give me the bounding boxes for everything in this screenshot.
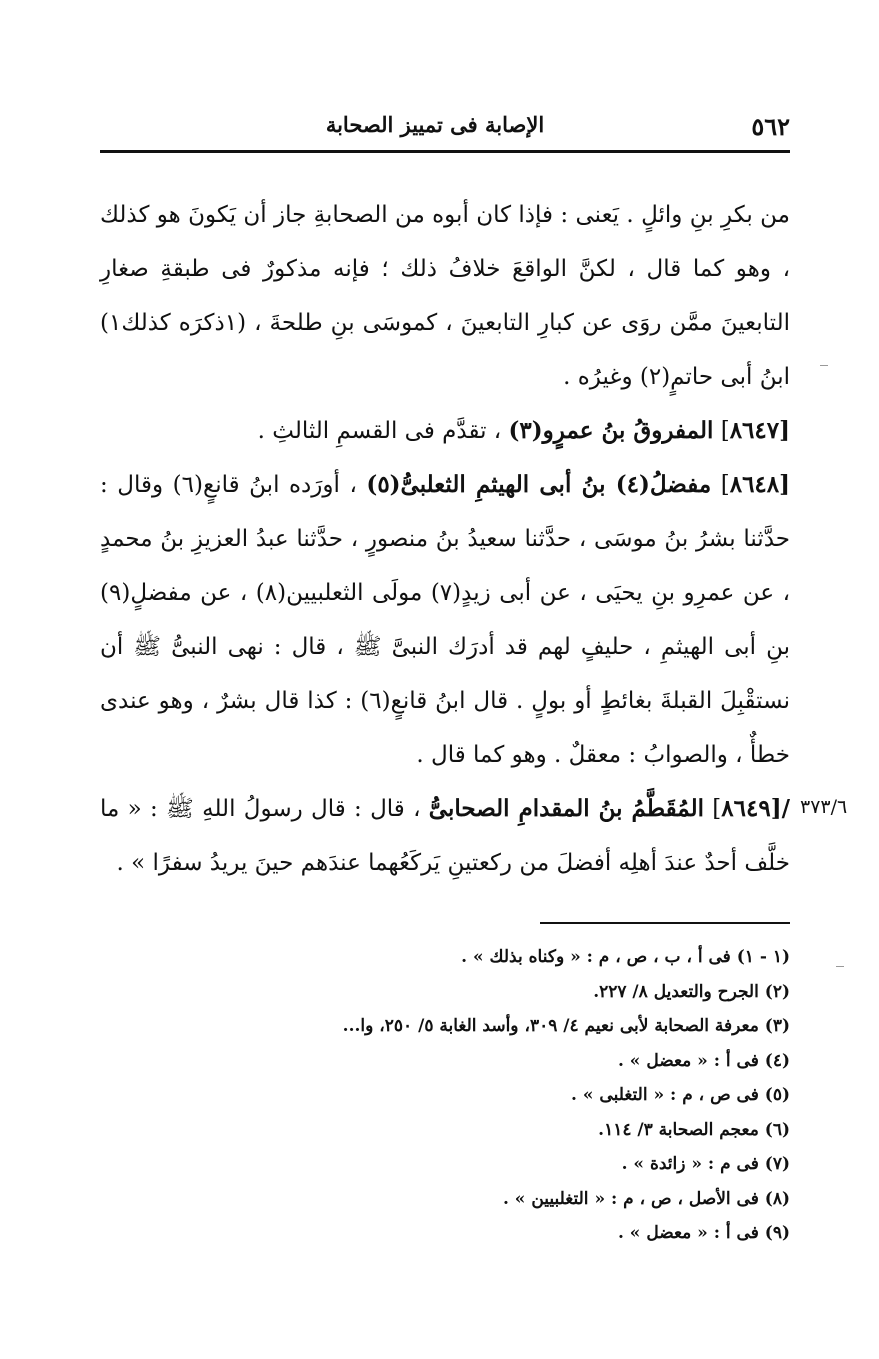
margin-reference: ٣٧٣/٦	[800, 796, 848, 818]
footnote-rule	[540, 922, 790, 924]
footnote-item: (٩) فى أ : « معضل » .	[617, 1223, 790, 1243]
page-number: ٥٦٢	[751, 112, 790, 141]
scan-margin-mark	[820, 365, 828, 366]
footnote-item: (٥) فى ص ، م : « التغلبى » .	[571, 1085, 790, 1105]
page-header	[100, 112, 790, 142]
body-text	[100, 188, 790, 890]
entry-text: ، قال : قال رسولُ اللهِ ﷺ : « ما خلَّف أحدٌ عندَ أهلِه أفضلَ من ركعتينِ يَركَعُهما عندَهم حينَ يريدُ سفرًا » .	[100, 796, 790, 876]
footnote-item: (٤) فى أ : « معضل » .	[617, 1050, 790, 1071]
entry-text: ، تقدَّم فى القسمِ الثالثِ .	[257, 418, 502, 444]
entry-number: /[٨٦٤٩	[721, 795, 790, 822]
footnote-item: (٨) فى الأصل ، ص ، م : « التغلبيين » .	[502, 1188, 790, 1209]
footnotes	[240, 940, 790, 1251]
footnote-item: (٢) الجرح والتعديل ٨/ ٢٢٧.	[593, 981, 790, 1002]
header-rule	[100, 150, 790, 153]
entry-number: [٨٦٤٨	[729, 471, 791, 498]
entry-number: [٨٦٤٧	[729, 417, 790, 444]
entry-text: ، أورَده ابنُ قانعٍ(٦) وقال : حدَّثنا بشرُ بنُ موسَى ، حدَّثنا سعيدُ بنُ منصورٍ ، حدَّثنا عبدُ العزيزِ بنُ محمدٍ ، عن عمرِو بنِ يحيَى ، عن أبى زيدٍ(٧) مولَى الثعلبيين(٨) ، عن مفضلٍ(٩) بنِ أبى الهيثمِ ، حليفٍ لهم قد أدرَك النبىَّ ﷺ ، قال : نهى النبىُّ ﷺ أن نستقْبِلَ القبلةَ بغائطٍ أو بولٍ . قال ابنُ قانعٍ(٦) : كذا قال بشرٌ ، وهو عندى خطأٌ ، والصوابُ : معقلٌ . وهو كما قال .	[100, 472, 790, 768]
entry-name: المفروقُ بنُ عمرٍو(٣)	[508, 417, 714, 444]
entry-8648: [٨٦٤٨] مفضلُ(٤) بنُ أبى الهيثمِ الثعلبىُّ(٥) ، أورَده ابنُ قانعٍ(٦) وقال : حدَّثنا بشرُ بنُ موسَى ، حدَّثنا سعيدُ بنُ منصورٍ ، حدَّثنا عبدُ العزيزِ بنُ محمدٍ ، عن عمرِو بنِ يحيَى ، عن أبى زيدٍ(٧) مولَى الثعلبيين(٨) ، عن مفضلٍ(٩) بنِ أبى الهيثمِ ، حليفٍ لهم قد أدرَك النبىَّ ﷺ ، قال : نهى النبىُّ ﷺ أن نستقْبِلَ القبلةَ بغائطٍ أو بولٍ . قال ابنُ قانعٍ(٦) : كذا قال بشرٌ ، وهو عندى خطأٌ ، والصوابُ : معقلٌ . وهو كما قال .	[100, 471, 791, 768]
entry-name: المُقَطَّمُ بنُ المقدامِ الصحابىُّ	[428, 795, 704, 822]
footnote-item: (٣) معرفة الصحابة لأبى نعيم ٤/ ٣٠٩، وأسد الغابة ٥/ ٢٥٠، وا...	[342, 1016, 790, 1036]
running-title: الإصابة فى تمييز الصحابة	[325, 112, 545, 137]
entry-8647: [٨٦٤٧] المفروقُ بنُ عمرٍو(٣) ، تقدَّم فى القسمِ الثالثِ .	[257, 417, 790, 444]
entry-8649: /[٨٦٤٩] المُقَطَّمُ بنُ المقدامِ الصحابىُّ ، قال : قال رسولُ اللهِ ﷺ : « ما خلَّف أحدٌ عندَ أهلِه أفضلَ من ركعتينِ يَركَعُهما عندَهم حينَ يريدُ سفرًا » .	[100, 795, 790, 876]
footnote-item: (١ - ١) فى أ ، ب ، ص ، م : « وكناه بذلك » .	[461, 947, 790, 967]
footnote-item: (٧) فى م : « زائدة » .	[621, 1154, 790, 1174]
intro-paragraph: من بكرِ بنِ وائلٍ . يَعنى : فإذا كان أبوه من الصحابةِ جاز أن يَكونَ هو كذلك ، وهو كما قال ، لكنَّ الواقعَ خلافُ ذلك ؛ فإنه مذكورٌ فى طبقةِ صغارِ التابعينَ ممَّن روَى عن كبارِ التابعينَ ، كموسَى بنِ طلحةَ ، (١ذكرَه كذلك١) ابنُ أبى حاتمٍ(٢) وغيرُه .	[100, 202, 790, 390]
scan-margin-mark	[836, 966, 844, 967]
entry-name: مفضلُ(٤) بنُ أبى الهيثمِ الثعلبىُّ(٥)	[366, 471, 712, 498]
footnote-item: (٦) معجم الصحابة ٣/ ١١٤.	[598, 1119, 790, 1140]
